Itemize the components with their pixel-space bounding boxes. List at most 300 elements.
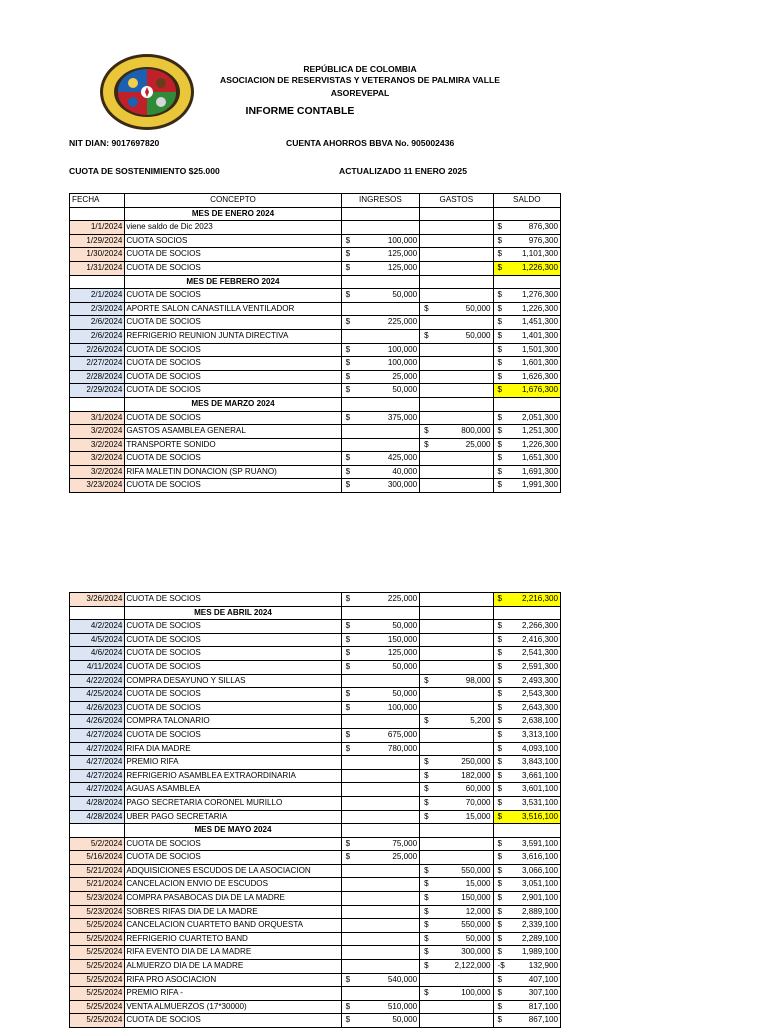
- empty-cell: [420, 411, 493, 425]
- currency-sign: $: [497, 757, 503, 767]
- ledger-row: [70, 620, 561, 634]
- row-concept: RIFA PRO ASOCIACION: [125, 973, 341, 987]
- month-header-spacer: [70, 606, 125, 620]
- row-balance: [493, 728, 560, 742]
- currency-sign: $: [345, 702, 351, 712]
- empty-cell: [420, 824, 493, 838]
- row-date: 3/23/2024: [70, 479, 125, 493]
- row-date: 5/25/2024: [70, 960, 125, 974]
- row-balance-value: 1,226,300: [521, 439, 558, 449]
- empty-cell: [420, 397, 493, 411]
- empty-cell: [420, 452, 493, 466]
- row-date: 2/27/2024: [70, 357, 125, 371]
- row-balance-value: 817,100: [528, 1001, 558, 1011]
- row-income: [341, 384, 419, 398]
- empty-cell: [493, 397, 560, 411]
- empty-cell: [493, 606, 560, 620]
- row-concept: CUOTA DE SOCIOS: [125, 647, 341, 661]
- ledger-row: [70, 946, 561, 960]
- currency-sign: $: [424, 770, 429, 780]
- row-concept: CUOTA DE SOCIOS: [125, 411, 341, 425]
- association-name: ASOCIACION DE RESERVISTAS Y VETERANOS DE PALMIRA VALLE: [220, 75, 500, 85]
- row-date: 5/23/2024: [70, 892, 125, 906]
- row-concept: TRANSPORTE SONIDO: [125, 438, 341, 452]
- ledger-row: [70, 987, 561, 1001]
- row-balance-value: 3,313,100: [521, 729, 558, 739]
- row-date: 5/25/2024: [70, 1014, 125, 1028]
- row-concept: CUOTA DE SOCIOS: [125, 384, 341, 398]
- row-income: [341, 316, 419, 330]
- row-expense: [420, 783, 493, 797]
- month-title: MES DE ENERO 2024: [125, 207, 341, 221]
- currency-sign: $: [497, 770, 503, 780]
- row-balance: [493, 384, 560, 398]
- currency-sign: $: [345, 1015, 351, 1025]
- row-balance: [493, 248, 560, 262]
- row-balance-value: 1,451,300: [521, 317, 558, 327]
- row-expense: [420, 960, 493, 974]
- ledger-row: [70, 742, 561, 756]
- currency-sign: $: [345, 852, 351, 862]
- row-balance-value: 2,051,300: [521, 412, 558, 422]
- row-balance: [493, 960, 560, 974]
- row-concept: CUOTA DE SOCIOS: [125, 357, 341, 371]
- asorevepal-logo: [98, 52, 196, 132]
- row-concept: CANCELACION ENVIO DE ESCUDOS: [125, 878, 341, 892]
- row-balance: [493, 742, 560, 756]
- currency-sign: $: [345, 838, 351, 848]
- currency-sign: $: [424, 865, 429, 875]
- row-date: 5/21/2024: [70, 878, 125, 892]
- row-balance-value: 1,676,300: [521, 385, 558, 395]
- col-header-saldo: SALDO: [493, 194, 560, 208]
- month-header-spacer: [70, 824, 125, 838]
- empty-cell: [420, 742, 493, 756]
- support-fee-label: CUOTA DE SOSTENIMIENTO $25.000: [69, 166, 220, 176]
- month-header-row: [70, 275, 561, 289]
- empty-cell: [420, 479, 493, 493]
- row-income: [341, 701, 419, 715]
- row-expense-value: 550,000: [461, 865, 491, 875]
- row-concept: APORTE SALON CANASTILLA VENTILADOR: [125, 302, 341, 316]
- row-concept: REFRIGERIO REUNION JUNTA DIRECTIVA: [125, 329, 341, 343]
- currency-sign: $: [345, 661, 351, 671]
- ledger-row: [70, 221, 561, 235]
- currency-sign: -$: [497, 961, 505, 971]
- empty-cell: [341, 783, 419, 797]
- empty-cell: [341, 397, 419, 411]
- row-balance-value: 3,051,100: [521, 879, 558, 889]
- row-balance-value: 1,101,300: [521, 249, 558, 259]
- month-title: MES DE ABRIL 2024: [125, 606, 341, 620]
- currency-sign: $: [424, 303, 429, 313]
- row-balance: [493, 647, 560, 661]
- row-balance: [493, 660, 560, 674]
- ledger-header-row: [70, 194, 561, 208]
- row-date: 5/25/2024: [70, 946, 125, 960]
- currency-sign: $: [497, 466, 503, 476]
- row-balance-value: 2,543,300: [521, 689, 558, 699]
- col-header-gastos: GASTOS: [420, 194, 493, 208]
- row-date: 1/29/2024: [70, 234, 125, 248]
- row-expense-value: 50,000: [465, 933, 491, 943]
- row-expense-value: 250,000: [461, 757, 491, 767]
- row-concept: CUOTA DE SOCIOS: [125, 343, 341, 357]
- currency-sign: $: [345, 371, 351, 381]
- currency-sign: $: [424, 947, 429, 957]
- row-date: 4/22/2024: [70, 674, 125, 688]
- row-concept: CUOTA DE SOCIOS: [125, 851, 341, 865]
- row-expense-value: 15,000: [465, 811, 491, 821]
- row-concept: CUOTA DE SOCIOS: [125, 633, 341, 647]
- row-date: 5/25/2024: [70, 932, 125, 946]
- row-date: 4/28/2024: [70, 796, 125, 810]
- currency-sign: $: [345, 358, 351, 368]
- row-concept: CUOTA DE SOCIOS: [125, 289, 341, 303]
- currency-sign: $: [497, 784, 503, 794]
- currency-sign: $: [424, 716, 429, 726]
- month-title: MES DE FEBRERO 2024: [125, 275, 341, 289]
- ledger-row: [70, 851, 561, 865]
- row-balance-value: 976,300: [528, 235, 558, 245]
- empty-cell: [420, 248, 493, 262]
- row-date: 4/2/2024: [70, 620, 125, 634]
- currency-sign: $: [424, 675, 429, 685]
- ledger-row: [70, 234, 561, 248]
- row-balance-value: 3,531,100: [521, 797, 558, 807]
- empty-cell: [341, 329, 419, 343]
- currency-sign: $: [497, 426, 503, 436]
- row-balance: [493, 479, 560, 493]
- row-balance: [493, 946, 560, 960]
- row-concept: RIFA DIA MADRE: [125, 742, 341, 756]
- row-concept: REFRIGERIO ASAMBLEA EXTRAORDINARIA: [125, 769, 341, 783]
- row-balance-value: 2,638,100: [521, 716, 558, 726]
- row-date: 5/2/2024: [70, 837, 125, 851]
- row-expense: [420, 810, 493, 824]
- row-concept: VENTA ALMUERZOS (17*30000): [125, 1000, 341, 1014]
- empty-cell: [420, 701, 493, 715]
- month-header-row: [70, 824, 561, 838]
- empty-cell: [341, 960, 419, 974]
- ledger-row: [70, 973, 561, 987]
- empty-cell: [341, 674, 419, 688]
- empty-cell: [420, 647, 493, 661]
- currency-sign: $: [345, 262, 351, 272]
- row-date: 4/28/2024: [70, 810, 125, 824]
- ledger-row: [70, 878, 561, 892]
- currency-sign: $: [497, 933, 503, 943]
- row-balance: [493, 932, 560, 946]
- row-balance-value: 4,093,100: [521, 743, 558, 753]
- row-income-value: 675,000: [387, 729, 418, 739]
- row-balance: [493, 633, 560, 647]
- empty-cell: [420, 1000, 493, 1014]
- row-date: 2/28/2024: [70, 370, 125, 384]
- empty-cell: [420, 837, 493, 851]
- currency-sign: $: [497, 920, 503, 930]
- row-concept: SOBRES RIFAS DIA DE LA MADRE: [125, 905, 341, 919]
- row-income-value: 540,000: [387, 974, 418, 984]
- row-income: [341, 1000, 419, 1014]
- row-expense: [420, 329, 493, 343]
- empty-cell: [341, 715, 419, 729]
- empty-cell: [341, 810, 419, 824]
- row-concept: RIFA EVENTO DIA DE LA MADRE: [125, 946, 341, 960]
- row-date: 2/29/2024: [70, 384, 125, 398]
- row-income-value: 125,000: [387, 262, 418, 272]
- currency-sign: $: [497, 811, 503, 821]
- row-balance: [493, 452, 560, 466]
- row-date: 2/26/2024: [70, 343, 125, 357]
- row-income-value: 100,000: [387, 702, 418, 712]
- empty-cell: [341, 756, 419, 770]
- row-expense: [420, 878, 493, 892]
- row-balance: [493, 261, 560, 275]
- row-income-value: 225,000: [387, 594, 418, 603]
- row-balance-value: 3,516,100: [521, 811, 558, 821]
- currency-sign: $: [345, 621, 351, 631]
- row-balance: [493, 987, 560, 1001]
- ledger-row: [70, 810, 561, 824]
- row-balance: [493, 620, 560, 634]
- currency-sign: $: [497, 262, 503, 272]
- ledger-row: [70, 343, 561, 357]
- ledger-row: [70, 715, 561, 729]
- row-expense-value: 300,000: [461, 947, 491, 957]
- ledger-table-top: [69, 193, 561, 493]
- currency-sign: $: [424, 933, 429, 943]
- row-income: [341, 289, 419, 303]
- currency-sign: $: [424, 439, 429, 449]
- row-balance: [493, 905, 560, 919]
- empty-cell: [341, 796, 419, 810]
- currency-sign: $: [497, 879, 503, 889]
- ledger-table-bottom: [69, 592, 561, 1028]
- currency-sign: $: [497, 702, 503, 712]
- currency-sign: $: [497, 865, 503, 875]
- row-date: 3/2/2024: [70, 425, 125, 439]
- row-income-value: 100,000: [387, 344, 418, 354]
- currency-sign: $: [497, 838, 503, 848]
- row-concept: CUOTA DE SOCIOS: [125, 660, 341, 674]
- ledger-row: [70, 769, 561, 783]
- row-concept: CUOTA DE SOCIOS: [125, 1014, 341, 1028]
- row-date: 5/25/2024: [70, 1000, 125, 1014]
- row-balance-value: 307,100: [528, 988, 558, 998]
- month-header-spacer: [70, 207, 125, 221]
- row-expense: [420, 715, 493, 729]
- ledger-row: [70, 1014, 561, 1028]
- empty-cell: [420, 343, 493, 357]
- currency-sign: $: [345, 1001, 351, 1011]
- row-income-value: 100,000: [387, 358, 418, 368]
- row-balance: [493, 837, 560, 851]
- currency-sign: $: [497, 906, 503, 916]
- currency-sign: $: [497, 249, 503, 259]
- empty-cell: [341, 824, 419, 838]
- country-title: REPÚBLICA DE COLOMBIA: [303, 64, 417, 74]
- row-expense: [420, 756, 493, 770]
- currency-sign: $: [497, 303, 503, 313]
- currency-sign: $: [497, 621, 503, 631]
- ledger-row: [70, 465, 561, 479]
- currency-sign: $: [424, 906, 429, 916]
- row-balance-value: 1,251,300: [521, 426, 558, 436]
- row-balance: [493, 973, 560, 987]
- row-expense-value: 50,000: [465, 330, 491, 340]
- currency-sign: $: [424, 784, 429, 794]
- report-title: INFORME CONTABLE: [245, 105, 355, 117]
- currency-sign: $: [497, 480, 503, 490]
- empty-cell: [420, 207, 493, 221]
- ledger-row: [70, 919, 561, 933]
- row-concept: COMPRA PASABOCAS DIA DE LA MADRE: [125, 892, 341, 906]
- row-expense: [420, 946, 493, 960]
- currency-sign: $: [497, 648, 503, 658]
- row-concept: PREMIO RIFA -: [125, 987, 341, 1001]
- row-income: [341, 411, 419, 425]
- empty-cell: [420, 261, 493, 275]
- row-date: 4/27/2024: [70, 742, 125, 756]
- currency-sign: $: [345, 729, 351, 739]
- row-expense: [420, 425, 493, 439]
- empty-cell: [420, 973, 493, 987]
- currency-sign: $: [497, 235, 503, 245]
- row-concept: UBER PAGO SECRETARIA: [125, 810, 341, 824]
- row-expense: [420, 987, 493, 1001]
- row-date: 4/5/2024: [70, 633, 125, 647]
- row-balance: [493, 851, 560, 865]
- currency-sign: $: [497, 988, 503, 998]
- row-concept: CUOTA DE SOCIOS: [125, 593, 341, 607]
- ledger-row: [70, 261, 561, 275]
- currency-sign: $: [497, 1015, 503, 1025]
- currency-sign: $: [497, 675, 503, 685]
- row-date: 4/27/2024: [70, 769, 125, 783]
- row-balance: [493, 1014, 560, 1028]
- row-income: [341, 465, 419, 479]
- row-date: 5/25/2024: [70, 973, 125, 987]
- row-income-value: 25,000: [392, 852, 418, 862]
- currency-sign: $: [345, 235, 351, 245]
- row-income: [341, 370, 419, 384]
- row-balance-value: 3,843,100: [521, 757, 558, 767]
- ledger-row: [70, 728, 561, 742]
- row-date: 4/27/2024: [70, 783, 125, 797]
- currency-sign: $: [497, 385, 503, 395]
- row-income-value: 780,000: [387, 743, 418, 753]
- ledger-row: [70, 647, 561, 661]
- row-concept: REFRIGERIO CUARTETO BAND: [125, 932, 341, 946]
- row-date: 1/31/2024: [70, 261, 125, 275]
- currency-sign: $: [497, 330, 503, 340]
- row-income-value: 125,000: [387, 648, 418, 658]
- month-title: MES DE MAYO 2024: [125, 824, 341, 838]
- row-balance-value: 2,289,100: [521, 933, 558, 943]
- empty-cell: [420, 620, 493, 634]
- empty-cell: [420, 465, 493, 479]
- currency-sign: $: [497, 317, 503, 327]
- row-concept: CUOTA DE SOCIOS: [125, 728, 341, 742]
- row-expense-value: 150,000: [461, 893, 491, 903]
- currency-sign: $: [345, 974, 351, 984]
- row-expense-value: 98,000: [465, 675, 491, 685]
- currency-sign: $: [345, 466, 351, 476]
- row-expense: [420, 438, 493, 452]
- row-balance-value: 1,226,300: [521, 303, 558, 313]
- row-concept: GASTOS ASAMBLEA GENERAL: [125, 425, 341, 439]
- ledger-row: [70, 425, 561, 439]
- ledger-row: [70, 370, 561, 384]
- row-expense: [420, 769, 493, 783]
- row-balance-value: 3,066,100: [521, 865, 558, 875]
- currency-sign: $: [497, 222, 503, 232]
- currency-sign: $: [497, 371, 503, 381]
- currency-sign: $: [424, 797, 429, 807]
- updated-label: ACTUALIZADO 11 ENERO 2025: [339, 166, 467, 176]
- month-header-spacer: [70, 275, 125, 289]
- row-income-value: 50,000: [392, 385, 418, 395]
- col-header-ingresos: INGRESOS: [341, 194, 419, 208]
- currency-sign: $: [345, 317, 351, 327]
- row-balance: [493, 864, 560, 878]
- ledger-row: [70, 329, 561, 343]
- currency-sign: $: [345, 385, 351, 395]
- row-income: [341, 620, 419, 634]
- empty-cell: [341, 905, 419, 919]
- currency-sign: $: [345, 648, 351, 658]
- row-balance: [493, 878, 560, 892]
- row-income: [341, 973, 419, 987]
- currency-sign: $: [497, 689, 503, 699]
- row-balance-value: 2,901,100: [521, 893, 558, 903]
- currency-sign: $: [497, 412, 503, 422]
- row-date: 1/1/2024: [70, 221, 125, 235]
- row-date: 5/21/2024: [70, 864, 125, 878]
- currency-sign: $: [497, 1001, 503, 1011]
- row-concept: CUOTA DE SOCIOS: [125, 248, 341, 262]
- currency-sign: $: [497, 797, 503, 807]
- row-income-value: 300,000: [387, 480, 418, 490]
- row-date: 5/25/2024: [70, 919, 125, 933]
- currency-sign: $: [424, 879, 429, 889]
- row-expense-value: 100,000: [461, 988, 491, 998]
- ledger-row: [70, 796, 561, 810]
- row-date: 4/27/2024: [70, 728, 125, 742]
- row-balance-value: 2,493,300: [521, 675, 558, 685]
- ledger-row: [70, 660, 561, 674]
- row-income: [341, 248, 419, 262]
- empty-cell: [420, 606, 493, 620]
- row-expense: [420, 796, 493, 810]
- row-concept: PAGO SECRETARIA CORONEL MURILLO: [125, 796, 341, 810]
- month-header-row: [70, 606, 561, 620]
- row-expense-value: 5,200: [470, 716, 491, 726]
- row-date: 5/16/2024: [70, 851, 125, 865]
- ledger-row: [70, 688, 561, 702]
- row-balance: [493, 688, 560, 702]
- empty-cell: [341, 946, 419, 960]
- row-income-value: 150,000: [387, 634, 418, 644]
- row-balance-value: 2,643,300: [521, 702, 558, 712]
- row-balance: [493, 593, 560, 607]
- month-title: MES DE MARZO 2024: [125, 397, 341, 411]
- currency-sign: $: [345, 634, 351, 644]
- ledger-row: [70, 837, 561, 851]
- row-expense: [420, 919, 493, 933]
- row-balance: [493, 674, 560, 688]
